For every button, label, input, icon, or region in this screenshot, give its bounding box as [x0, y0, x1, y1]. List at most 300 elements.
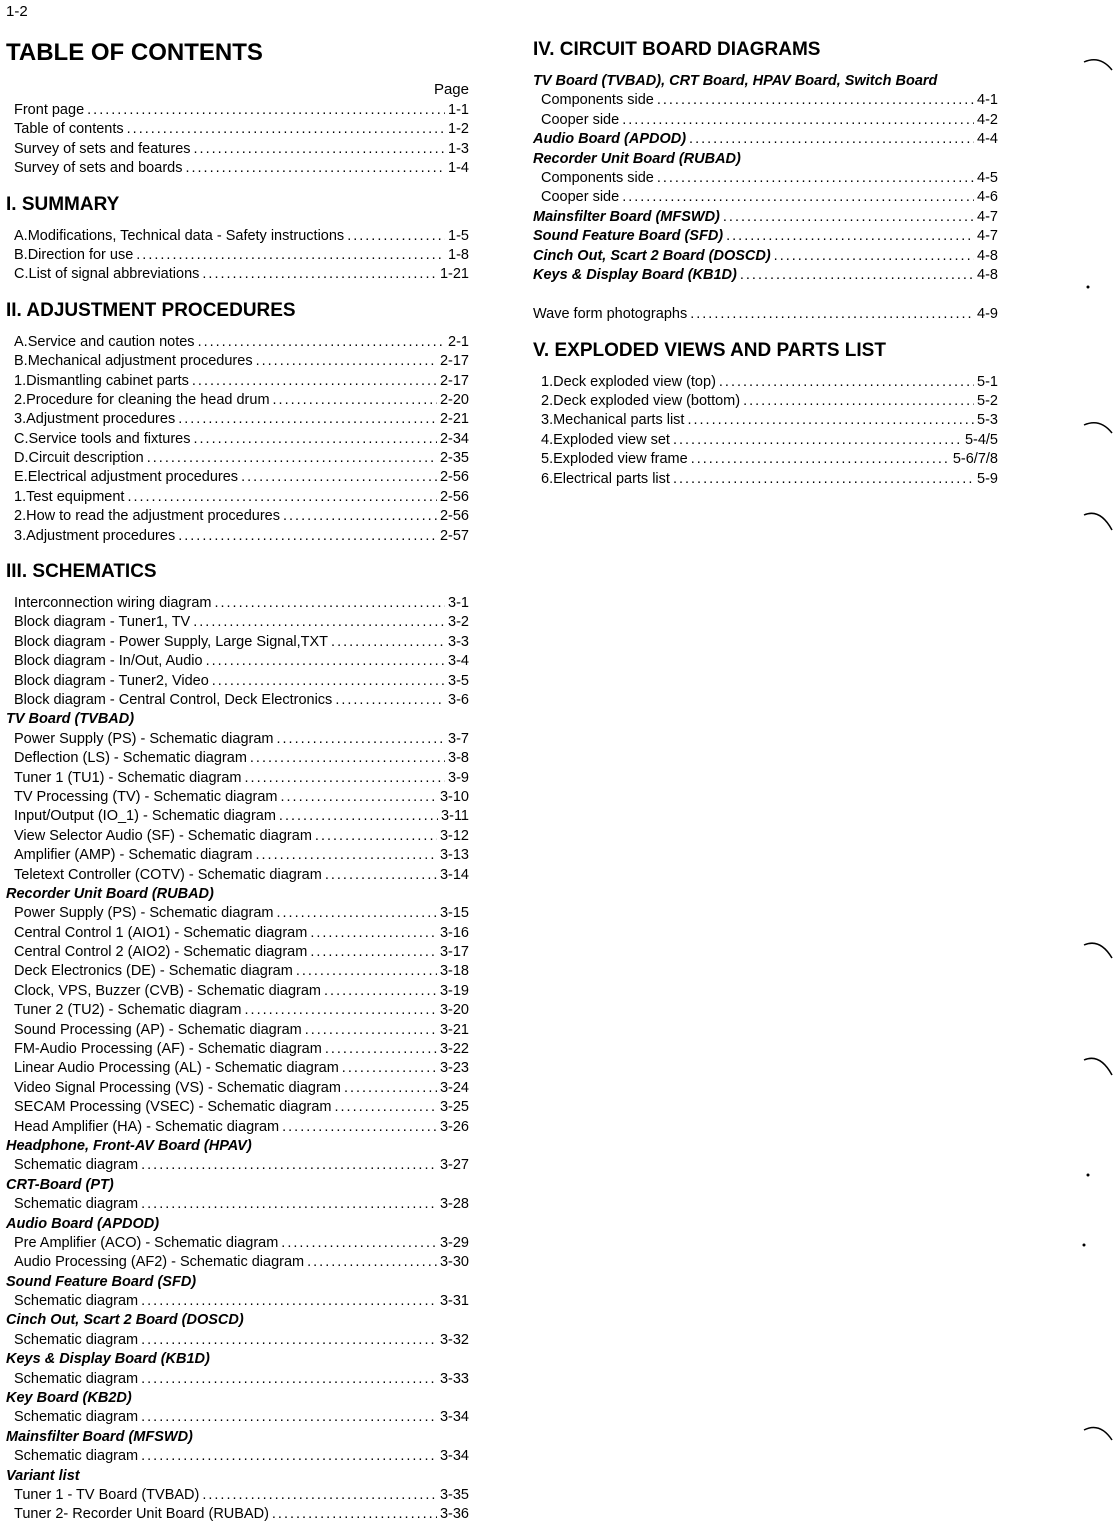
toc-entry — [533, 450, 998, 469]
toc-entry-page: 2-17 — [439, 372, 469, 389]
dot-leader — [296, 962, 437, 981]
toc-entry-label: Schematic diagram — [14, 1370, 139, 1387]
toc-entry — [6, 924, 469, 943]
toc-entry-label: Block diagram - Tuner1, TV — [14, 614, 191, 631]
toc-entry — [6, 1505, 469, 1524]
toc-entry-prefix: 3. — [14, 527, 27, 544]
dot-leader — [127, 120, 445, 139]
toc-entry — [6, 1118, 469, 1137]
toc-entry-label: Tuner 1 - TV Board (TVBAD) — [14, 1487, 200, 1503]
toc-entry-page: 4-2 — [977, 111, 998, 128]
toc-entry-page: 5-9 — [977, 470, 998, 487]
toc-entry — [6, 633, 469, 652]
toc-entry-page: 4-1 — [977, 92, 998, 109]
toc-entry-page: 1-5 — [448, 227, 469, 244]
dot-leader — [622, 111, 974, 130]
toc-entry-label: Electrical adjustment procedures — [27, 469, 239, 486]
toc-entry-label: Service tools and fixtures — [28, 430, 191, 447]
toc-entry-label: Schematic diagram — [14, 1196, 139, 1213]
toc-entry-page: 3-13 — [439, 847, 469, 864]
toc-entry-label: Components side — [541, 169, 654, 186]
dot-leader — [324, 982, 437, 1001]
toc-entry-label: Sound Feature Board (SFD) — [533, 228, 724, 245]
toc-entry-label: Input/Output (IO_1) - Schematic diagram — [14, 808, 276, 825]
page-title: TABLE OF CONTENTS — [6, 39, 263, 66]
dot-leader — [279, 807, 438, 826]
dot-leader — [206, 652, 445, 671]
toc-entry-page: 5-2 — [977, 393, 998, 410]
toc-entry — [6, 1079, 469, 1098]
dot-leader — [185, 159, 445, 178]
toc-entry — [6, 943, 469, 962]
toc-entry-page: 5-6/7/8 — [952, 451, 998, 468]
dot-leader — [726, 227, 974, 246]
toc-entry-label: Test equipment — [26, 488, 125, 505]
toc-entry-label: Procedure for cleaning the head drum — [26, 391, 270, 408]
dot-leader — [315, 827, 437, 846]
toc-entry-page: 1-3 — [448, 140, 469, 157]
toc-entry-page: 3-26 — [439, 1118, 469, 1135]
toc-entry-page: 4-7 — [977, 228, 998, 245]
toc-entry-page: 3-30 — [439, 1254, 469, 1271]
dot-leader — [342, 1059, 437, 1078]
toc-entry-page: 4-8 — [977, 266, 998, 283]
toc-entry-prefix: 4. — [541, 431, 554, 448]
dot-leader — [723, 208, 974, 227]
summary-list — [6, 227, 469, 285]
dot-leader — [622, 188, 974, 207]
toc-entry — [6, 391, 469, 410]
toc-entry-prefix: 1. — [14, 372, 27, 389]
section-summary-heading: I. SUMMARY — [6, 193, 120, 215]
toc-entry-label: Schematic diagram — [14, 1409, 139, 1426]
toc-entry — [533, 208, 998, 227]
toc-entry — [533, 247, 998, 266]
toc-entry-page: 5-1 — [977, 373, 998, 390]
toc-entry-label: Mainsfilter Board (MFSWD) — [533, 208, 720, 225]
dot-leader — [178, 527, 437, 546]
toc-entry-label: Circuit description — [28, 450, 144, 467]
dot-leader — [307, 1253, 437, 1272]
toc-entry — [6, 788, 469, 807]
toc-entry-page: 1-2 — [448, 121, 469, 138]
toc-entry — [6, 1021, 469, 1040]
toc-entry-label: Exploded view set — [553, 431, 670, 448]
dot-leader — [241, 468, 437, 487]
toc-entry-page: 3-14 — [439, 866, 469, 883]
toc-entry — [6, 1486, 469, 1505]
toc-entry — [6, 1001, 469, 1020]
toc-entry — [6, 527, 469, 546]
dot-leader — [193, 613, 445, 632]
toc-entry-label: Amplifier (AMP) - Schematic diagram — [14, 847, 253, 864]
toc-entry-page: 3-2 — [448, 614, 469, 631]
toc-entry-prefix: 6. — [541, 470, 554, 487]
toc-entry-label: FM-Audio Processing (AF) - Schematic diagram — [14, 1041, 322, 1058]
scan-marks — [1080, 0, 1116, 1519]
dot-leader — [194, 430, 437, 449]
toc-entry — [6, 730, 469, 749]
dot-leader — [245, 1001, 437, 1020]
toc-entry-prefix: B. — [14, 246, 28, 263]
circuit-list — [533, 72, 998, 285]
toc-entry-label: Audio Board (APDOD) — [533, 131, 687, 148]
toc-entry-page: 1-4 — [448, 160, 469, 177]
toc-entry-page: 3-4 — [448, 653, 469, 670]
toc-entry — [6, 1370, 469, 1389]
dot-leader — [657, 169, 974, 188]
toc-entry-label: Adjustment procedures — [26, 411, 176, 428]
dot-leader — [141, 1370, 437, 1389]
toc-entry-page: 3-8 — [448, 750, 469, 767]
toc-entry — [6, 227, 469, 246]
dot-leader — [136, 246, 445, 265]
toc-entry-label: Tuner 2 (TU2) - Schematic diagram — [14, 1002, 242, 1019]
toc-entry-page: 4-7 — [977, 208, 998, 225]
dot-leader — [141, 1156, 437, 1175]
toc-entry — [6, 430, 469, 449]
dot-leader — [147, 449, 437, 468]
dot-leader — [245, 769, 446, 788]
section-circuit-heading: IV. CIRCUIT BOARD DIAGRAMS — [533, 39, 821, 60]
adjustment-list — [6, 333, 469, 546]
dot-leader — [202, 1486, 437, 1505]
toc-entry — [6, 468, 469, 487]
toc-entry — [6, 333, 469, 352]
toc-entry-label: Block diagram - Tuner2, Video — [14, 672, 209, 689]
page-number: 1-2 — [6, 3, 28, 20]
toc-entry-label: Clock, VPS, Buzzer (CVB) - Schematic diagram — [14, 982, 322, 999]
toc-entry — [6, 159, 469, 178]
dot-leader — [202, 265, 437, 284]
dot-leader — [141, 1408, 437, 1427]
toc-entry — [6, 846, 469, 865]
toc-entry — [6, 866, 469, 885]
toc-entry-label: Wave form photographs — [533, 306, 688, 323]
toc-entry-prefix: A. — [14, 227, 28, 244]
toc-entry — [6, 488, 469, 507]
toc-subheading: Keys & Display Board (KB1D) — [6, 1351, 210, 1368]
toc-entry-page: 3-5 — [448, 672, 469, 689]
toc-entry — [6, 672, 469, 691]
dot-leader — [178, 410, 437, 429]
toc-entry-prefix: 2. — [14, 508, 27, 525]
toc-entry-label: Pre Amplifier (ACO) - Schematic diagram — [14, 1234, 279, 1251]
toc-entry-page: 2-21 — [439, 411, 469, 428]
toc-entry — [6, 352, 469, 371]
toc-entry-page: 2-17 — [439, 353, 469, 370]
toc-entry-label: Head Amplifier (HA) - Schematic diagram — [14, 1118, 280, 1135]
toc-entry-label: Modifications, Technical data - Safety instructions — [27, 227, 345, 244]
toc-entry-page: 1-8 — [448, 246, 469, 263]
dot-leader — [657, 91, 974, 110]
toc-entry-page: 3-15 — [439, 905, 469, 922]
toc-entry-label: Block diagram - In/Out, Audio — [14, 653, 203, 670]
toc-entry — [533, 169, 998, 188]
toc-entry-prefix: 2. — [541, 393, 554, 410]
toc-entry — [6, 1447, 469, 1466]
toc-entry-page: 3-24 — [439, 1079, 469, 1096]
dot-leader — [690, 305, 974, 324]
toc-entry — [533, 227, 998, 246]
toc-entry-label: Table of contents — [14, 121, 124, 138]
intro-list — [6, 101, 469, 179]
dot-leader — [687, 411, 974, 430]
toc-entry-page: 4-4 — [977, 131, 998, 148]
toc-entry-label: Survey of sets and boards — [14, 160, 183, 177]
toc-entry-label: Survey of sets and features — [14, 140, 191, 157]
toc-entry-page: 3-10 — [439, 788, 469, 805]
toc-entry-label: Direction for use — [27, 246, 134, 263]
toc-entry-label: Service and caution notes — [27, 333, 195, 350]
toc-entry-page: 3-34 — [439, 1409, 469, 1426]
toc-entry — [533, 392, 998, 411]
toc-entry — [6, 613, 469, 632]
toc-entry-page: 3-21 — [439, 1021, 469, 1038]
toc-entry-page: 3-20 — [439, 1002, 469, 1019]
toc-entry — [6, 1195, 469, 1214]
toc-entry — [6, 1292, 469, 1311]
toc-subheading: Recorder Unit Board (RUBAD) — [533, 150, 741, 167]
toc-entry — [6, 265, 469, 284]
toc-entry-label: Components side — [541, 92, 654, 109]
dot-leader — [691, 450, 950, 469]
section-exploded-heading: V. EXPLODED VIEWS AND PARTS LIST — [533, 339, 886, 361]
toc-entry — [6, 982, 469, 1001]
toc-entry-page: 1-21 — [439, 266, 469, 283]
toc-entry-page: 3-23 — [439, 1060, 469, 1077]
toc-entry-page: 3-9 — [448, 769, 469, 786]
toc-entry — [6, 1408, 469, 1427]
toc-entry-label: Deck Electronics (DE) - Schematic diagram — [14, 963, 293, 980]
dot-leader — [743, 392, 974, 411]
toc-entry-prefix: 1. — [14, 488, 27, 505]
dot-leader — [689, 130, 974, 149]
toc-entry-page: 4-8 — [977, 247, 998, 264]
dot-leader — [250, 749, 445, 768]
dot-leader — [87, 101, 445, 120]
toc-entry-page: 3-28 — [439, 1196, 469, 1213]
toc-subheading: TV Board (TVBAD), CRT Board, HPAV Board, Switch Board — [533, 73, 938, 89]
toc-entry-label: Deflection (LS) - Schematic diagram — [14, 750, 247, 767]
dot-leader — [344, 1079, 437, 1098]
toc-entry-prefix: D. — [14, 450, 29, 467]
toc-entry-label: Deck exploded view (bottom) — [553, 393, 741, 410]
toc-entry — [6, 904, 469, 923]
dot-leader — [281, 1234, 437, 1253]
toc-entry — [6, 962, 469, 981]
toc-entry — [533, 470, 998, 489]
toc-entry-page: 5-4/5 — [964, 431, 998, 448]
wave-row — [533, 305, 998, 324]
toc-entry — [533, 130, 998, 149]
dot-leader — [310, 924, 437, 943]
toc-entry — [6, 120, 469, 139]
toc-subheading: Audio Board (APDOD) — [6, 1215, 160, 1232]
toc-entry-label: Sound Processing (AP) - Schematic diagram — [14, 1021, 302, 1038]
schematics-list — [6, 594, 469, 1525]
toc-entry — [6, 1234, 469, 1253]
left-column — [6, 38, 469, 1525]
toc-entry-page: 2-1 — [448, 333, 469, 350]
toc-subheading: Recorder Unit Board (RUBAD) — [6, 885, 214, 902]
toc-entry-page: 3-29 — [439, 1234, 469, 1251]
toc-subheading: TV Board (TVBAD) — [6, 711, 135, 728]
dot-leader — [141, 1292, 437, 1311]
toc-entry-prefix: 1. — [541, 373, 554, 390]
toc-entry-prefix: 2. — [14, 391, 27, 408]
section-adjustment-heading: II. ADJUSTMENT PROCEDURES — [6, 299, 296, 321]
toc-entry-label: Front page — [14, 102, 85, 118]
toc-entry-page: 2-56 — [439, 508, 469, 525]
toc-entry-label: View Selector Audio (SF) - Schematic diagram — [14, 827, 312, 844]
toc-entry-label: Interconnection wiring diagram — [14, 595, 212, 612]
toc-entry-prefix: C. — [14, 266, 29, 283]
toc-entry-label: Tuner 1 (TU1) - Schematic diagram — [14, 769, 242, 786]
toc-entry-page: 3-6 — [448, 691, 469, 708]
dot-leader — [347, 227, 445, 246]
dot-leader — [141, 1331, 437, 1350]
toc-entry — [533, 431, 998, 450]
toc-entry — [6, 1059, 469, 1078]
toc-entry-label: Power Supply (PS) - Schematic diagram — [14, 730, 274, 747]
dot-leader — [212, 672, 445, 691]
toc-entry-page: 3-17 — [439, 944, 469, 961]
toc-entry-label: Schematic diagram — [14, 1293, 139, 1310]
toc-entry-page: 1-1 — [448, 102, 469, 118]
toc-entry-label: Schematic diagram — [14, 1157, 139, 1174]
toc-subheading: Cinch Out, Scart 2 Board (DOSCD) — [6, 1312, 244, 1329]
toc-subheading: Mainsfilter Board (MFSWD) — [6, 1428, 193, 1445]
toc-entry-page: 2-35 — [439, 450, 469, 467]
toc-entry-label: Mechanical adjustment procedures — [27, 353, 253, 370]
dot-leader — [673, 470, 974, 489]
toc-entry-prefix: C. — [14, 430, 29, 447]
toc-entry-page: 3-19 — [439, 982, 469, 999]
toc-entry-page: 5-3 — [977, 412, 998, 429]
toc-entry — [6, 1331, 469, 1350]
dot-leader — [277, 904, 437, 923]
toc-entry-page: 3-32 — [439, 1331, 469, 1348]
toc-entry — [6, 1098, 469, 1117]
toc-entry — [6, 246, 469, 265]
dot-leader — [673, 431, 962, 450]
toc-entry-page: 2-57 — [439, 527, 469, 544]
toc-entry — [6, 1156, 469, 1175]
toc-entry-label: Video Signal Processing (VS) - Schematic diagram — [14, 1079, 341, 1096]
toc-entry-label: Keys & Display Board (KB1D) — [533, 266, 737, 283]
toc-entry-prefix: 3. — [14, 411, 27, 428]
dot-leader — [310, 943, 437, 962]
toc-entry-label: Mechanical parts list — [553, 412, 685, 429]
toc-entry-label: Cooper side — [541, 111, 620, 128]
toc-entry-label: List of signal abbreviations — [28, 266, 200, 283]
toc-entry-prefix: 3. — [541, 412, 554, 429]
toc-entry-label: Exploded view frame — [553, 451, 688, 468]
toc-entry — [6, 101, 469, 120]
toc-entry-page: 3-34 — [439, 1448, 469, 1465]
dot-leader — [282, 1118, 437, 1137]
toc-entry-page: 2-20 — [439, 391, 469, 408]
dot-leader — [198, 333, 445, 352]
toc-subheading: Headphone, Front-AV Board (HPAV) — [6, 1137, 252, 1154]
toc-entry-label: Adjustment procedures — [26, 527, 176, 544]
toc-subheading: Variant list — [6, 1467, 80, 1484]
toc-entry — [533, 266, 998, 285]
toc-entry — [6, 372, 469, 391]
toc-entry — [6, 140, 469, 159]
page-column-label: Page — [433, 81, 469, 98]
toc-entry-prefix: A. — [14, 333, 28, 350]
toc-entry-page: 4-5 — [977, 169, 998, 186]
toc-entry — [6, 691, 469, 710]
toc-entry-page: 2-34 — [439, 430, 469, 447]
toc-entry-label: TV Processing (TV) - Schematic diagram — [14, 788, 278, 805]
toc-entry-label: SECAM Processing (VSEC) - Schematic diagram — [14, 1099, 332, 1116]
toc-entry-page: 3-35 — [439, 1487, 469, 1503]
toc-entry-label: Cinch Out, Scart 2 Board (DOSCD) — [533, 247, 771, 264]
toc-entry-label: Audio Processing (AF2) - Schematic diagram — [14, 1254, 305, 1271]
toc-entry-label: Teletext Controller (COTV) - Schematic diagram — [14, 866, 322, 883]
toc-entry-page: 3-16 — [439, 924, 469, 941]
toc-entry-page: 3-12 — [439, 827, 469, 844]
toc-entry-page: 4-9 — [977, 306, 998, 323]
toc-entry-label: Power Supply (PS) - Schematic diagram — [14, 905, 274, 922]
toc-entry-page: 2-56 — [439, 488, 469, 505]
dot-leader — [192, 372, 437, 391]
toc-entry-page: 3-25 — [439, 1099, 469, 1116]
toc-entry — [533, 305, 998, 324]
dot-leader — [774, 247, 974, 266]
toc-entry-label: Deck exploded view (top) — [553, 373, 716, 390]
toc-subheading: Key Board (KB2D) — [6, 1390, 132, 1407]
toc-entry-label: Central Control 1 (AIO1) - Schematic diagram — [14, 924, 308, 941]
toc-entry — [6, 807, 469, 826]
toc-entry-page: 3-31 — [439, 1293, 469, 1310]
toc-entry — [533, 111, 998, 130]
toc-entry-page: 3-7 — [448, 730, 469, 747]
toc-entry-label: Dismantling cabinet parts — [26, 372, 189, 389]
toc-entry-label: Tuner 2- Recorder Unit Board (RUBAD) — [14, 1506, 269, 1523]
toc-entry-label: Schematic diagram — [14, 1331, 139, 1348]
dot-leader — [277, 730, 446, 749]
dot-leader — [335, 691, 445, 710]
dot-leader — [256, 352, 437, 371]
toc-entry — [6, 769, 469, 788]
dot-leader — [740, 266, 974, 285]
toc-subheading: CRT-Board (PT) — [6, 1176, 114, 1193]
toc-entry-label: Electrical parts list — [553, 470, 670, 487]
section-schematics-heading: III. SCHEMATICS — [6, 561, 157, 583]
dot-leader — [325, 1040, 437, 1059]
toc-entry — [6, 652, 469, 671]
toc-entry — [6, 1040, 469, 1059]
toc-entry-page: 3-27 — [439, 1157, 469, 1174]
toc-entry-page: 3-3 — [448, 633, 469, 650]
toc-entry — [6, 749, 469, 768]
toc-entry — [6, 594, 469, 613]
toc-entry-label: Schematic diagram — [14, 1448, 139, 1465]
exploded-list — [533, 373, 998, 489]
dot-leader — [214, 594, 445, 613]
toc-entry — [533, 188, 998, 207]
toc-entry-page: 3-36 — [439, 1506, 469, 1523]
toc-entry — [6, 410, 469, 429]
toc-entry-page: 4-6 — [977, 189, 998, 206]
dot-leader — [272, 1505, 437, 1524]
toc-entry-page: 2-56 — [439, 469, 469, 486]
dot-leader — [719, 373, 974, 392]
